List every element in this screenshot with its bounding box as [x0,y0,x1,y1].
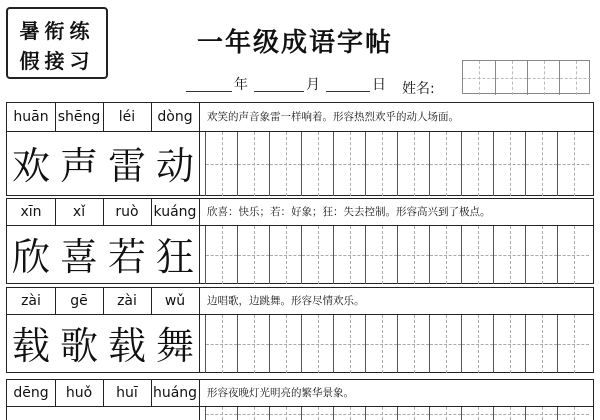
guide-line [286,407,287,420]
practice-box [301,226,333,284]
pinyin-divider [151,288,152,314]
guide-line [222,226,223,284]
practice-box [269,407,301,420]
guide-line [254,407,255,420]
guide-line [478,226,479,284]
column-divider [199,103,200,195]
pinyin-syllable: dòng [157,109,193,125]
idiom-block [6,287,594,373]
practice-box [237,226,269,284]
guide-line [446,226,447,284]
guide-line [576,61,577,95]
idiom-character: 歌 [59,324,98,368]
guide-line [350,407,351,420]
guide-line [479,61,480,95]
practice-box [429,132,461,196]
page-title: 一年级成语字帖 [196,28,393,58]
name-label: 姓名: [402,81,435,97]
guide-line [510,226,511,284]
idiom-character: 雷 [107,144,146,188]
guide-line [414,315,415,373]
stamp-line-1: 暑衔练 [19,19,95,43]
pinyin-syllable: huān [13,109,49,125]
practice-box [301,132,333,196]
pinyin-divider [55,380,56,406]
practice-box [493,315,525,373]
practice-box [205,315,237,373]
practice-box [237,315,269,373]
idiom-block [6,379,594,420]
idiom-character: 声 [59,144,98,188]
practice-box [429,315,461,373]
guide-line [542,407,543,420]
guide-line [478,315,479,373]
guide-line [350,315,351,373]
pinyin-divider [151,103,152,131]
guide-line [286,226,287,284]
practice-box [429,407,461,420]
guide-line [544,61,545,95]
pinyin-syllable: dēng [13,385,49,401]
practice-box [525,226,557,284]
day-label: 日 [372,77,386,93]
idiom-character: 载 [107,324,146,368]
guide-line [446,315,447,373]
name-box [463,61,495,95]
pinyin-syllable: gē [70,293,88,309]
pinyin-divider [55,199,56,225]
guide-line [510,132,511,196]
practice-box [333,407,365,420]
practice-box [493,407,525,420]
guide-line [414,407,415,420]
pinyin-syllable: huáng [152,385,198,401]
guide-line [254,132,255,196]
guide-line [318,407,319,420]
name-box [495,61,527,95]
practice-box [461,132,493,196]
pinyin-syllable: shēng [57,109,101,125]
guide-line [574,407,575,420]
name-box [559,61,591,95]
guide-line [574,132,575,196]
column-divider [199,288,200,372]
practice-box [397,315,429,373]
name-box [527,61,559,95]
idiom-meaning: 形容夜晚灯光明亮的繁华景象。 [207,387,354,399]
guide-line [510,407,511,420]
practice-box [269,132,301,196]
pinyin-divider [103,380,104,406]
practice-box [365,132,397,196]
pinyin-syllable: zài [21,293,41,309]
guide-line [350,226,351,284]
pinyin-divider [151,380,152,406]
guide-line [446,407,447,420]
month-blank [254,91,304,92]
practice-box [301,315,333,373]
guide-line [318,132,319,196]
practice-box [237,132,269,196]
practice-box [205,226,237,284]
practice-box [397,226,429,284]
guide-line [542,315,543,373]
guide-line [510,315,511,373]
practice-box [365,407,397,420]
guide-line [478,132,479,196]
guide-line [574,315,575,373]
practice-box [461,407,493,420]
practice-box [333,315,365,373]
year-blank [186,91,232,92]
guide-line [542,132,543,196]
practice-box [237,407,269,420]
guide-line [382,407,383,420]
pinyin-divider [55,103,56,131]
practice-box [205,132,237,196]
pinyin-divider [103,199,104,225]
guide-line [254,315,255,373]
idiom-character: 舞 [155,324,194,368]
guide-line [222,407,223,420]
idiom-character: 狂 [155,235,194,279]
pinyin-syllable: zài [117,293,137,309]
guide-line [446,132,447,196]
pinyin-syllable: huī [116,385,138,401]
guide-line [318,226,319,284]
guide-line [318,315,319,373]
practice-box [461,226,493,284]
guide-line [478,407,479,420]
guide-line [382,226,383,284]
practice-box [557,315,589,373]
practice-box [525,315,557,373]
practice-box [365,315,397,373]
pinyin-syllable: léi [118,109,136,125]
practice-box [557,407,589,420]
guide-line [574,226,575,284]
idiom-block [6,102,594,196]
brand-stamp [6,7,108,79]
pinyin-syllable: xǐ [72,204,86,220]
day-blank [326,91,370,92]
practice-box [461,315,493,373]
pinyin-syllable: wǔ [164,293,186,309]
guide-line [382,315,383,373]
practice-box [493,132,525,196]
idiom-character: 喜 [59,235,98,279]
guide-line [254,226,255,284]
idiom-meaning: 欣喜：快乐；若：好象；狂：失去控制。形容高兴到了极点。 [207,206,491,218]
pinyin-divider [103,103,104,131]
year-label: 年 [234,77,248,93]
practice-box [525,407,557,420]
guide-line [286,132,287,196]
idiom-character: 欣 [11,235,50,279]
practice-box [493,226,525,284]
guide-line [222,315,223,373]
pinyin-divider [151,199,152,225]
idiom-character: 动 [155,144,194,188]
pinyin-syllable: kuáng [153,204,197,220]
practice-box [205,407,237,420]
idiom-character: 载 [11,324,50,368]
pinyin-syllable: huǒ [65,385,93,401]
practice-box [269,226,301,284]
pinyin-syllable: xīn [20,204,42,220]
idiom-meaning: 边唱歌，边跳舞。形容尽情欢乐。 [207,295,365,307]
month-label: 月 [306,77,320,93]
name-grid [462,60,590,94]
pinyin-divider [55,288,56,314]
idiom-character: 欢 [11,144,50,188]
idiom-meaning: 欢笑的声音象雷一样响着。形容热烈欢乎的动人场面。 [207,111,459,123]
practice-box [557,132,589,196]
guide-line [512,61,513,95]
practice-box [525,132,557,196]
practice-box [429,226,461,284]
guide-line [382,132,383,196]
pinyin-divider [103,288,104,314]
guide-line [414,226,415,284]
practice-box [397,132,429,196]
guide-line [414,132,415,196]
pinyin-syllable: ruò [115,204,139,220]
practice-box [269,315,301,373]
practice-box [397,407,429,420]
column-divider [199,199,200,283]
practice-box [557,226,589,284]
practice-box [333,132,365,196]
practice-box [365,226,397,284]
guide-line [350,132,351,196]
idiom-block [6,198,594,284]
column-divider [199,380,200,420]
guide-line [542,226,543,284]
guide-line [222,132,223,196]
practice-box [301,407,333,420]
stamp-line-2: 假接习 [19,49,95,73]
guide-line [286,315,287,373]
idiom-character: 若 [107,235,146,279]
practice-box [333,226,365,284]
